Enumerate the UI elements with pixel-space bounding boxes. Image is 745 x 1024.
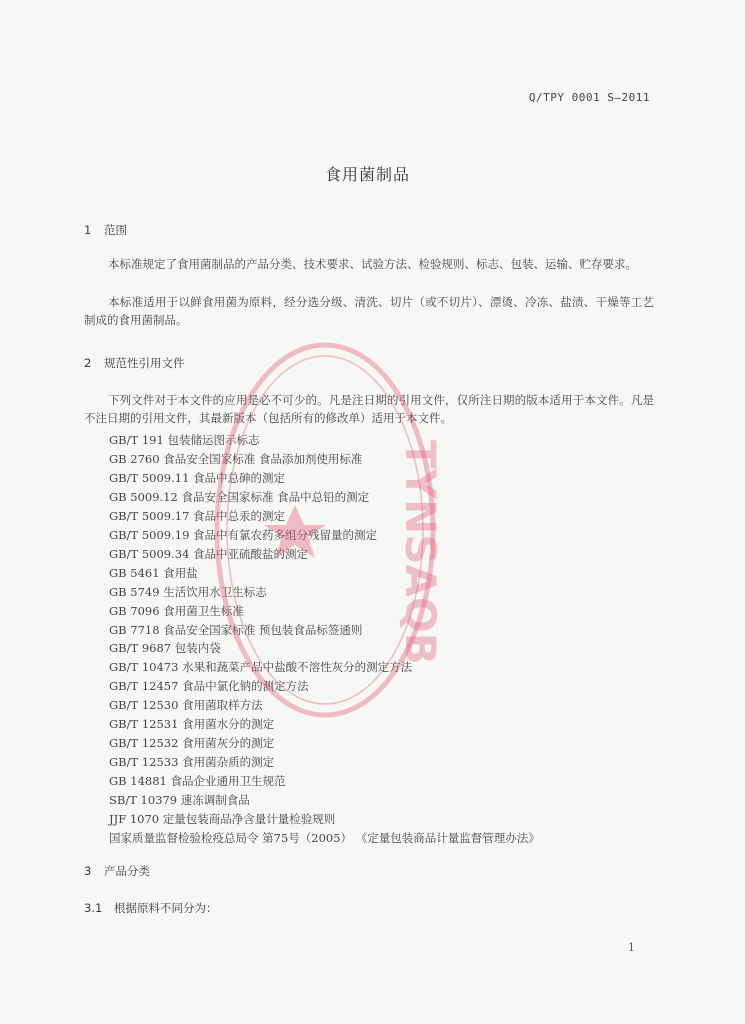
reference-item: GB/T 12530 食用菌取样方法 [109,698,263,713]
scope-paragraph-2: 本标准适用于以鲜食用菌为原料，经分选分级、清洗、切片（或不切片）、漂烫、冷冻、盐渍、干燥等工艺制成的食用菌制品。 [84,295,654,327]
reference-item: GB/T 10473 水果和蔬菜产品中盐酸不溶性灰分的测定方法 [109,660,413,675]
section-1-heading [84,222,127,238]
reference-item: GB/T 12532 食用菌灰分的测定 [109,736,275,751]
reference-item: SB/T 10379 速冻调制食品 [109,793,250,808]
subsection-3-1-heading [84,900,218,916]
section-number: 2 [84,356,92,370]
reference-item: GB 2760 食品安全国家标准 食品添加剂使用标准 [109,451,363,466]
subsection-title: 根据原料不同分为： [114,901,218,915]
reference-item: GB/T 191 包装储运图示标志 [109,433,260,447]
section-title: 产品分类 [104,864,150,878]
document-title: 食用菌制品 [324,165,410,184]
reference-item: 国家质量监督检验检疫总局令 第75号（2005） 《定量包装商品计量监督管理办法》 [109,831,540,846]
section-title: 规范性引用文件 [104,356,185,370]
standard-number: Q/TPY 0001 S—2011 [528,91,650,104]
reference-item: GB/T 5009.11 食品中总砷的测定 [109,470,286,485]
reference-item: GB/T 9687 包装内袋 [109,641,221,656]
reference-item: GB/T 5009.19 食品中有氯农药多组分残留量的测定 [109,527,378,542]
reference-item: JJF 1070 定量包装商品净含量计量检验规则 [109,812,336,827]
reference-item: GB/T 5009.17 食品中总汞的测定 [109,508,286,523]
reference-item: GB 5009.12 食品安全国家标准 食品中总铅的测定 [109,489,370,504]
scope-paragraph-1: 本标准规定了食用菌制品的产品分类、技术要求、试验方法、检验规则、标志、包装、运输、贮存要求。 [108,257,637,271]
page-number: 1 [628,941,635,954]
reference-item: GB/T 12533 食用菌杂质的测定 [109,755,275,770]
reference-item: GB 5461 食用盐 [109,565,198,580]
section-number: 1 [84,223,92,237]
reference-item: GB/T 5009.34 食品中亚硫酸盐的测定 [109,546,309,561]
reference-list [109,431,540,848]
reference-item: GB/T 12457 食品中氯化钠的测定方法 [109,679,309,694]
section-number: 3 [84,864,92,878]
reference-item: GB 5749 生活饮用水卫生标志 [109,584,267,599]
reference-item: GB 7718 食品安全国家标准 预包装食品标签通则 [109,622,363,637]
section-title: 范围 [104,223,127,237]
reference-item: GB 14881 食品企业通用卫生规范 [109,774,286,789]
seal-text: TYNSAQB [396,440,445,665]
section-3-heading [84,863,150,879]
normative-intro: 下列文件对于本文件的应用是必不可少的。凡是注日期的引用文件，仅所注日期的版本适用于本文件。凡是不注日期的引用文件，其最新版本（包括所有的修改单）适用于本文件。 [84,393,654,425]
section-2-heading [84,355,185,371]
reference-item: GB 7096 食用菌卫生标准 [109,603,244,618]
reference-item: GB/T 12531 食用菌水分的测定 [109,717,275,732]
subsection-number: 3.1 [84,901,103,915]
